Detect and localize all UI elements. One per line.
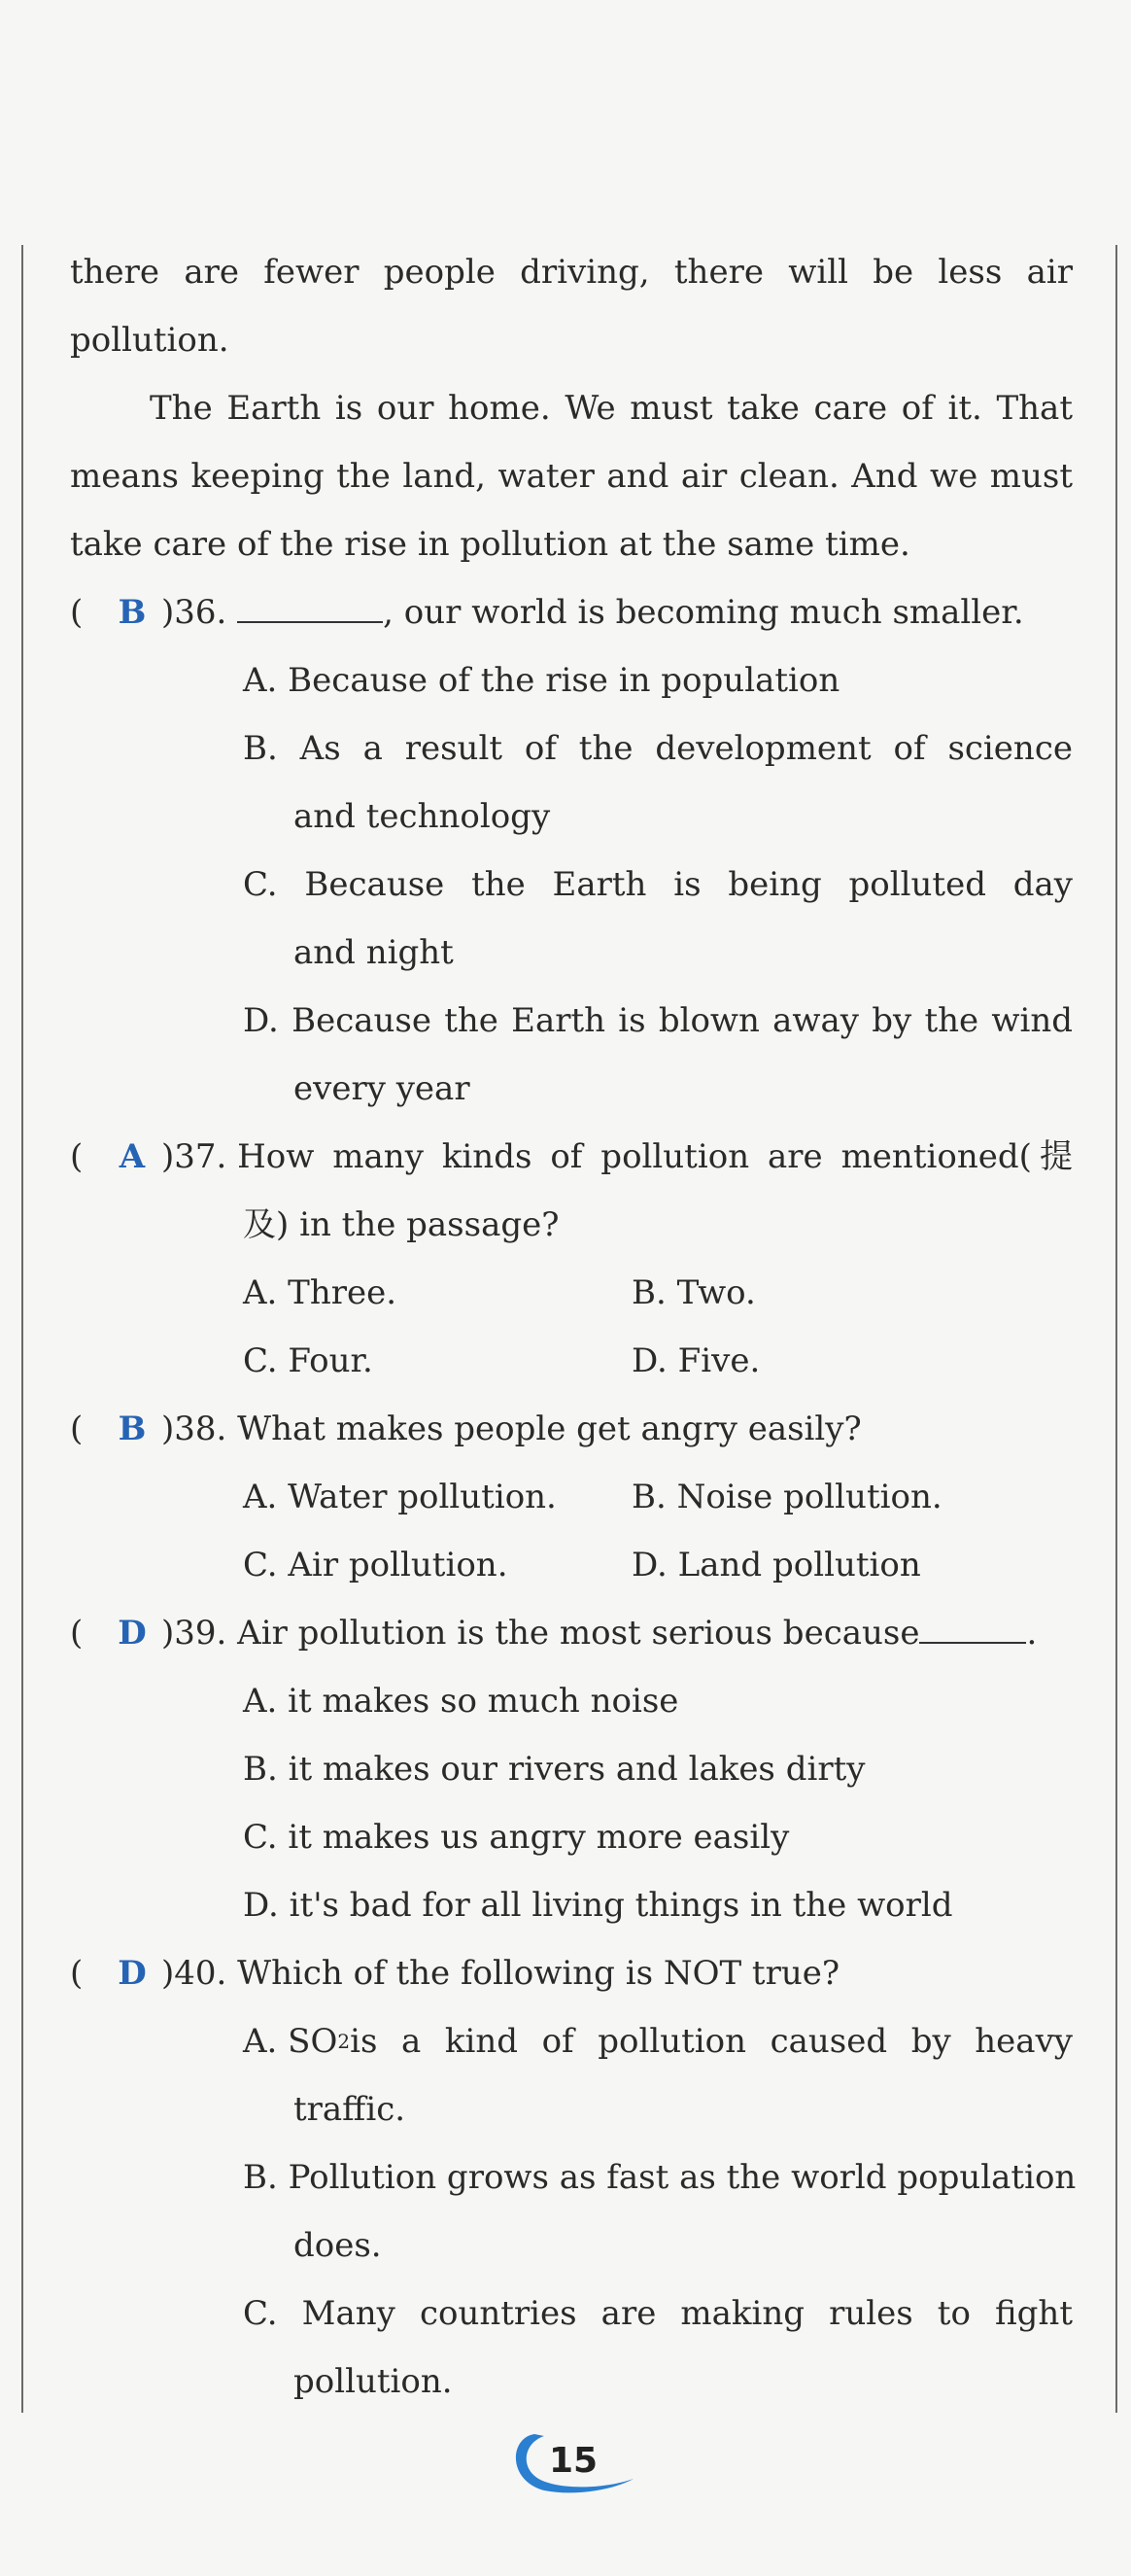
answer-mark: D [118, 1614, 147, 1653]
answer-mark: D [118, 1954, 147, 1993]
passage-line: take care of the rise in pollution at the same time. [70, 525, 910, 564]
question-stem: )39. Air pollution is the most serious because . [161, 1614, 1038, 1653]
option-d-cont: every year [293, 1069, 470, 1108]
passage-line: means keeping the land, water and air clean. And we must [70, 457, 1073, 496]
option-a: A. Three. [243, 1273, 397, 1312]
question-number: 39. [174, 1614, 227, 1653]
question-stem: )36. , our world is becoming much smaller. [161, 593, 1024, 632]
option-row [70, 1327, 1073, 1395]
option-row [70, 1531, 1073, 1599]
option-a [70, 2007, 1073, 2075]
option-c: C. Many countries are making rules to fight [243, 2294, 1073, 2333]
question-39 [70, 1599, 1073, 1667]
answer-mark: A [119, 1137, 146, 1176]
question-38 [70, 1395, 1073, 1463]
option-c: C. Because the Earth is being polluted day [243, 865, 1073, 904]
option-c-cont: and night [293, 933, 454, 972]
question-text: Which of the following is NOT true? [237, 1954, 840, 1993]
question-text: , our world is becoming much smaller. [383, 593, 1024, 632]
answer-blank [919, 1615, 1026, 1644]
question-stem: )40. Which of the following is NOT true? [161, 1954, 840, 1993]
question-40 [70, 1939, 1073, 2007]
answer-paren: ( [70, 593, 84, 632]
option-a-text: is a kind of pollution caused by heavy [350, 2022, 1073, 2061]
answer-mark: B [118, 1410, 147, 1448]
option-a: A. Because of the rise in population [243, 661, 840, 700]
option-d: D. Land pollution [632, 1546, 921, 1584]
option-b-cont: and technology [293, 797, 551, 836]
question-text: What makes people get angry easily? [237, 1410, 862, 1448]
option-c: C. Four. [243, 1341, 373, 1380]
option-a: A. Water pollution. [243, 1478, 557, 1516]
question-number: 40. [174, 1954, 227, 1993]
option-d: D. Five. [632, 1341, 761, 1380]
option-b: B. it makes our rivers and lakes dirty [243, 1750, 866, 1789]
option-a-prefix: A. SO [243, 2022, 338, 2061]
left-margin-rule [21, 245, 23, 2413]
option-d: D. Because the Earth is blown away by the wind [243, 1001, 1073, 1040]
passage-line: The Earth is our home. We must take care of it. That [150, 389, 1073, 428]
question-stem: )38. What makes people get angry easily? [161, 1410, 862, 1448]
question-stem: ) 37. How many kinds of pollution are mentioned(提 [161, 1123, 1073, 1191]
option-b: B. Pollution grows as fast as the world population [243, 2158, 1077, 2197]
option-b: B. Two. [632, 1273, 756, 1312]
passage-line: pollution. [70, 321, 229, 360]
option-b-cont: does. [293, 2226, 382, 2265]
option-d: D. it's bad for all living things in the world [243, 1886, 953, 1925]
answer-blank [237, 594, 383, 623]
answer-paren: ( [70, 1954, 84, 1993]
page-number-badge [505, 2422, 641, 2500]
option-a: A. it makes so much noise [243, 1682, 679, 1721]
option-c-cont: pollution. [293, 2362, 453, 2401]
answer-paren: ( [70, 1137, 84, 1176]
passage-line: there are fewer people driving, there will be less air [70, 253, 1073, 292]
question-37 [70, 1123, 1073, 1191]
question-text: How many kinds of pollution are mentioned(提 [237, 1137, 1073, 1176]
answer-mark: B [118, 593, 147, 632]
option-row [70, 1259, 1073, 1327]
option-row [70, 1463, 1073, 1531]
question-number: 38. [174, 1410, 227, 1448]
page-number: 15 [548, 2441, 599, 2481]
option-a-cont: traffic. [293, 2090, 406, 2129]
question-36 [70, 578, 1073, 646]
answer-paren: ( [70, 1614, 84, 1653]
question-text-cont: 及) in the passage? [243, 1205, 560, 1244]
right-margin-rule [1115, 245, 1117, 2413]
option-c: C. it makes us angry more easily [243, 1818, 790, 1857]
option-b: B. Noise pollution. [632, 1478, 942, 1516]
page-content [70, 238, 1077, 2416]
subscript: 2 [337, 2030, 351, 2053]
question-text: Air pollution is the most serious because [237, 1614, 920, 1653]
question-number: 37. [174, 1137, 227, 1176]
question-number: 36. [174, 593, 227, 632]
answer-paren: ( [70, 1410, 84, 1448]
option-c: C. Air pollution. [243, 1546, 508, 1584]
option-b: B. As a result of the development of science [243, 729, 1073, 768]
